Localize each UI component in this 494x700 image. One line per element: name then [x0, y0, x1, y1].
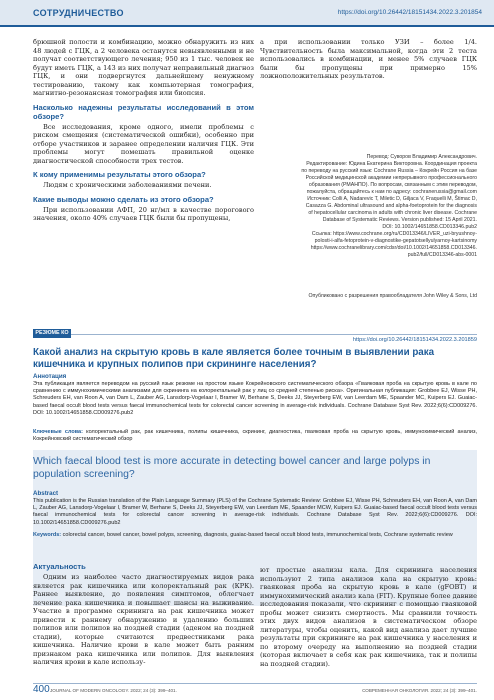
credit-line: Database of Systematic Reviews. Version published: 15 April 2021. — [322, 217, 477, 223]
bottom-right-column — [260, 566, 477, 669]
abstract-text: This publication is the Russian translation of the Plain Language Summary (PLS) of the Cochrane Systematic Review: Grobbee EJ, Wisse PH, Schreuders EH, van Roon A, van Dam L, Zauber AG, Lansdorp-Vogelaar I, Bramer W, Berhane S, Deeks JJ, Steyerberg EW, van Leerdam ME, Spaander MCW, Kuipers EJ. Guaiac-based faecal occult blood tests versus faecal immunochemical tests for colorectal cancer screening in average-risk individuals. Cochrane Database Syst Rev. 2022;6(6):CD009276. DOI: 10.1002/14651858.CD009276.pub2 — [33, 498, 477, 526]
credit-line[interactable]: Ссылка: https://www.cochrane.org/ru/CD013346/LIVER_uzi-bryushnoy- — [311, 231, 477, 237]
credit-line: DOI: 10.1002/14651858.CD013346.pub2 — [382, 224, 477, 230]
question-reliability: Насколько надежны результаты исследований в этом обзоре? — [33, 102, 254, 121]
top-right-column — [260, 38, 477, 82]
article-divider — [33, 334, 477, 335]
article-title-ru: Какой анализ на скрытую кровь в кале является более точным в выявлении рака кишечника и крупных полипов при скрининге населения? — [33, 347, 435, 370]
footer-journal-en: JOURNAL OF MODERN ONCOLOGY. 2022; 24 (3): 399–401. — [50, 688, 177, 693]
footer-rule — [33, 683, 477, 684]
credit-line: Перевод: Суворов Владимир Александрович. — [366, 154, 477, 160]
answer-reliability: Все исследования, кроме одного, имели проблемы с риском смещения (систематической ошибки), особенно при отборе участников и заранее определении наличия ГЦК. Эти проблемы могут помешать правильной оценке диагностической способности трех тестов. — [33, 122, 254, 165]
annotation-text: Эта публикация является переводом на русский язык резюме на простом языке Кокрейновского систематического обзора «Гваяковая проба на скрытую кровь в кале по сравнению с иммунохимическими анализами для скрининга на колоректальный рак у лиц со средней степенью риска». Оригинальная публикация: Grobbee EJ, Wisse PH, Schreuders EH, van Roon A, van Dam L, Zauber AG, Lansdorp-Vogelaar I, Bramer W, Berhane S, Deeks JJ, Steyerberg EW, van Leerdam ME, Spaander MC, Kuipers EJ. Guaiac-based faecal occult blood tests versus faecal immunochemical tests for colorectal cancer screening in average-risk individuals. Cochrane Database Syst Rev. 2022;6(6):CD009276. DOI: 10.1002/14651858.CD009276.pub2 — [33, 381, 477, 416]
relevance-heading: Актуальность — [33, 562, 86, 571]
continuation-paragraph: а при использовании только УЗИ – более 1/4. Чувствительность была максимальной, когда эти 2 теста использовались в комбинации, и менее 5% случаев ГЦК были бы пропущены при примерно 15% ложноположительных результатов. — [260, 38, 477, 80]
credit-line: Источник: Colli A, Nadarevic T, Miletic D, Giljaca V, Fraquelli M, Štimac D, — [307, 196, 477, 202]
question-conclusions: Какие выводы можно сделать из этого обзора? — [33, 194, 214, 204]
footer-journal-ru: СОВРЕМЕННАЯ ОНКОЛОГИЯ. 2022; 24 (3): 399–401. — [362, 688, 477, 693]
translation-credits — [255, 154, 477, 259]
credit-line[interactable]: pub2/full/CD013346-abs-0001 — [407, 252, 477, 258]
top-left-column — [33, 38, 254, 224]
keywords-en — [33, 532, 477, 539]
credit-line[interactable]: polosti-i-alfa-fetoprotein-v-diagnostike-gepatotsellyulyarnoy-kartsinomy — [314, 238, 477, 244]
annotation-heading: Аннотация — [33, 373, 67, 380]
section-title: СОТРУДНИЧЕСТВО — [33, 8, 124, 18]
intro-paragraph: брюшной полости и комбинацию, можно обнаружить из них 48 людей с ГЦК, а 2 человека останутся невыявленными и не получат соответствующего лечения; 950 из 1 тыс. человек не будут иметь ГЦК, а 143 из них получат неправильный диагноз ГЦК, и они подвергнутся дальнейшему ненужному тестированию, такому как компьютерная томография, магнитно-резонансная томография или биопсия. — [33, 38, 254, 97]
article-title-en: Which faecal blood test is more accurate in detecting bowel cancer and large polyps in population screening? — [33, 456, 431, 480]
keywords-ru-label: Ключевые слова: — [33, 429, 83, 435]
credit-line: of hepatocellular carcinoma in adults with chronic liver disease. Cochrane — [308, 210, 477, 216]
credit-line[interactable]: https://www.cochranelibrary.com/cdsr/doi/10.1002/14651858.CD013346. — [310, 245, 477, 251]
keywords-ru-text: колоректальный рак, рак кишечника, полипы кишечника, скрининг, диагностика, гваяковая проба на скрытую кровь, иммунохимический анализ, Кокрейновский систематический обзор — [33, 429, 477, 443]
keywords-ru — [33, 429, 477, 443]
page-header — [0, 0, 494, 27]
credit-line: пожалуйста, обращайтесь к нам по адресу: cochranerussia@gmail.com — [306, 189, 477, 195]
answer-conclusions: При использовании АФП, 20 нг/мл в качестве порогового значения, около 40% случаев ГЦК были бы пропущены, — [33, 205, 254, 222]
relevance-continuation: ют простые анализы кала. Для скрининга населения используют 2 типа анализов кала на скрытую кровь: гваяковая проба на скрытую кровь в кале (gFOBT) и иммунохимический анализ кала (FIT). Крупные более давние исследования показали, что скрининг с помощью гваяковой пробы может снизить смертность. Мы сравнили точность этих двух видов анализов в систематическом обзоре литературы, чтобы оценить, какой вид анализа дает лучшие результаты при скрининге на рак кишечника у населения и по второму очереду на выполнению на поздней стадии (которая включает в себя как рак кишечника, так и полипы на поздней стадии). — [260, 566, 477, 668]
page-number: 400 — [33, 684, 50, 695]
relevance-paragraph: Одним из наиболее часто диагностируемых видов рака является рак кишечника или колоректальный рак (КРК). Раннее выявление, до появления симптомов, облегчает лечение рака кишечника и повышает шансы на выживание. Участие в программе скрининга на рак кишечника может привести к раннему обнаружению и удалению больших полипов или полипов на поздней стадии (аденом на поздней стадии), которые считаются предвестниками рака кишечника. Наличие крови в кале может быть ранним признаком рака кишечника или полипов. Для выявления наличия крови в кале использу- — [33, 573, 254, 666]
bottom-left-column — [33, 562, 254, 668]
header-doi-link[interactable]: https://doi.org/10.26442/18151434.2022.3.201854 — [337, 9, 482, 16]
article-doi-link[interactable]: https://doi.org/10.26442/18151434.2022.3.201859 — [352, 337, 477, 343]
credit-line: Редактирование: Юдина Екатерина Викторовна. Координация проекта — [306, 161, 477, 167]
question-applicability: К кому применимы результаты этого обзора? — [33, 170, 206, 179]
keywords-en-label: Keywords: — [33, 532, 62, 538]
answer-applicability: Людям с хроническими заболеваниями печени. — [43, 181, 212, 189]
credit-line: Casazza G. Abdominal ultrasound and alpha-foetoprotein for the diagnosis — [305, 203, 477, 209]
credit-line: образования (РМАНПО). По вопросам, связанным с этим переводом, — [308, 182, 477, 188]
credit-line: по переводу на русский язык: Cochrane Russia – Кокрейн Россия на базе — [301, 168, 477, 174]
keywords-en-text: colorectal cancer, bowel cancer, bowel polyps, screening, diagnosis, guaiac-based faecal occult blood tests, immunochemical tests, Cochrane systematic review — [61, 532, 453, 538]
permission-note: Опубликовано с разрешения правообладателя John Wiley & Sons, Ltd — [308, 293, 477, 299]
summary-badge: РЕЗЮМЕ КО — [33, 329, 71, 338]
credit-line: Российской медицинской академии непрерывного профессионального — [305, 175, 477, 181]
abstract-heading: Abstract — [33, 490, 59, 497]
